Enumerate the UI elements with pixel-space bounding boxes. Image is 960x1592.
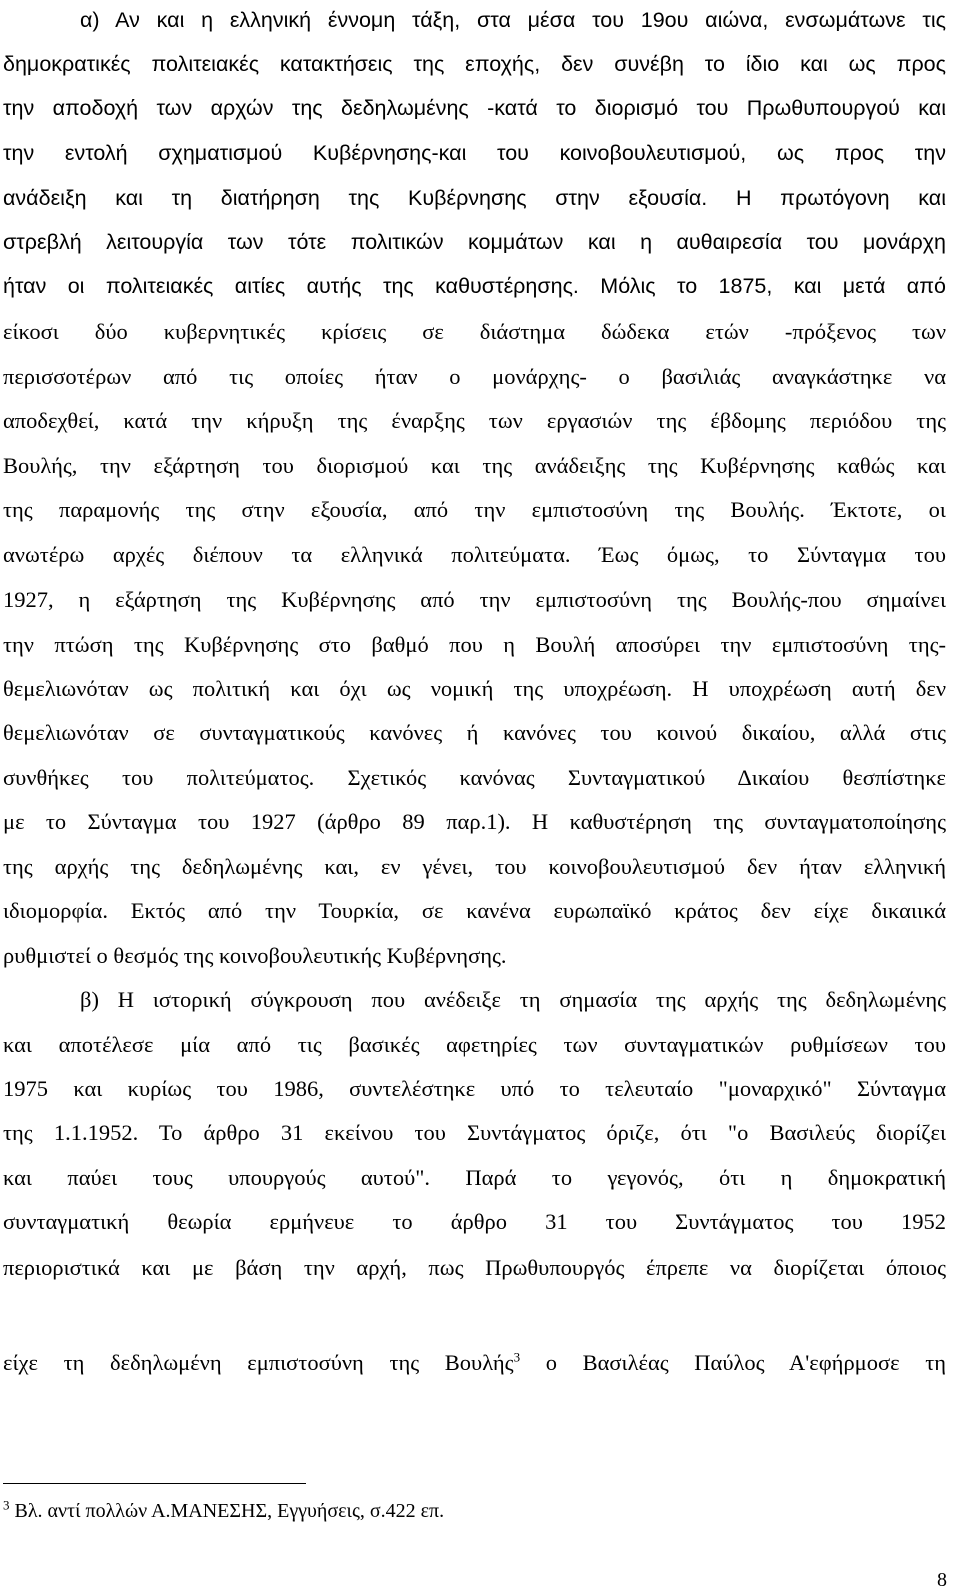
text-line: 1927, η εξάρτηση της Κυβέρνησης από την εμπιστοσύνη της Βουλής-που σημαίνει [3, 587, 946, 612]
text-line: της αρχής της δεδηλωμένης και, εν γένει, του κοινοβουλευτισμού δεν ήταν ελληνική [3, 854, 946, 879]
text-line: περιοριστικά και με βάση την αρχή, πως Πρωθυπουργός έπρεπε να διορίζεται όποιος [3, 1255, 946, 1280]
text-line-last [3, 1349, 947, 1375]
text-line: α) Αν και η ελληνική έννομη τάξη, στα μέσα του 19ου αιώνα, ενσωμάτωνε τις [80, 8, 946, 32]
text-line: συνταγματική θεωρία ερμήνευε το άρθρο 31 του Συντάγματος του 1952 [3, 1209, 946, 1234]
footnote-divider [3, 1483, 306, 1484]
footnote-reference[interactable]: 3 [513, 1349, 521, 1365]
footnote-mark: 3 [3, 1497, 10, 1513]
text-line: β) Η ιστορική σύγκρουση που ανέδειξε τη σημασία της αρχής της δεδηλωμένης [80, 987, 946, 1012]
text-line: συνθήκες του πολιτεύματος. Σχετικός κανόνας Συνταγματικού Δικαίου θεσπίστηκε [3, 765, 946, 790]
text-line: 1975 και κυρίως του 1986, συντελέστηκε υπό το τελευταίο "μοναρχικό" Σύνταγμα [3, 1076, 946, 1101]
page-number: 8 [937, 1569, 947, 1591]
text-line: θεμελιωνόταν σε συνταγματικούς κανόνες ή κανόνες του κοινού δικαίου, αλλά στις [3, 720, 946, 745]
text-line: ήταν οι πολιτειακές αιτίες αυτής της καθυστέρησης. Μόλις το 1875, και μετά από [3, 274, 946, 298]
text-line: την αποδοχή των αρχών της δεδηλωμένης -κατά το διορισμό του Πρωθυπουργού και [3, 96, 946, 120]
text-line: στρεβλή λειτουργία των τότε πολιτικών κομμάτων και η αυθαιρεσία του μονάρχη [3, 230, 946, 254]
text-line: την πτώση της Κυβέρνησης στο βαθμό που η Βουλή αποσύρει την εμπιστοσύνη της- [3, 632, 946, 657]
text-line: είκοσι δύο κυβερνητικές κρίσεις σε διάστημα δώδεκα ετών -πρόξενος των [3, 319, 946, 344]
text-line: αποδεχθεί, κατά την κήρυξη της έναρξης των εργασιών της έβδομης περιόδου της [3, 408, 946, 433]
text-line: ανάδειξη και τη διατήρηση της Κυβέρνησης στην εξουσία. Η πρωτόγονη και [3, 186, 946, 210]
text-line: της 1.1.1952. Το άρθρο 31 εκείνου του Συντάγματος όριζε, ότι "ο Βασιλεύς διορίζει [3, 1120, 946, 1145]
text-line: ανωτέρω αρχές διέπουν τα ελληνικά πολιτεύματα. Έως όμως, το Σύνταγμα του [3, 542, 946, 567]
text-line: και αποτέλεσε μία από τις βασικές αφετηρίες των συνταγματικών ρυθμίσεων του [3, 1032, 946, 1057]
text-line: ιδιομορφία. Εκτός από την Τουρκία, σε κανένα ευρωπαϊκό κράτος δεν είχε δικαιικά [3, 898, 946, 923]
text-line: θεμελιωνόταν ως πολιτική και όχι ως νομική της υποχρέωση. Η υποχρέωση αυτή δεν [3, 676, 946, 701]
text-line: και παύει τους υπουργούς αυτού". Παρά το γεγονός, ότι η δημοκρατική [3, 1165, 946, 1190]
text-line: με το Σύνταγμα του 1927 (άρθρο 89 παρ.1). Η καθυστέρηση της συνταγματοποίησης [3, 809, 946, 834]
text-line: την εντολή σχηματισμού Κυβέρνησης-και του κοινοβουλευτισμού, ως προς την [3, 141, 946, 165]
text-line-last-before: είχε τη δεδηλωμένη εμπιστοσύνη της Βουλής [3, 1350, 514, 1375]
text-line: ρυθμιστεί ο θεσμός της κοινοβουλευτικής Κυβέρνησης. [3, 943, 507, 968]
text-line: Βουλής, την εξάρτηση του διορισμού και της ανάδειξης της Κυβέρνησης καθώς και [3, 453, 946, 478]
text-line: δημοκρατικές πολιτειακές κατακτήσεις της εποχής, δεν συνέβη το ίδιο και ως προς [3, 52, 946, 76]
text-line-last-after: ο Βασιλέας Παύλος Α'εφήρμοσε τη [520, 1350, 947, 1375]
footnote [3, 1497, 445, 1523]
footnote-text: Βλ. αντί πολλών Α.ΜΑΝΕΣΗΣ, Εγγυήσεις, σ.422 επ. [9, 1500, 445, 1522]
text-line: περισσοτέρων από τις οποίες ήταν ο μονάρχης- ο βασιλιάς αναγκάστηκε να [3, 364, 946, 389]
text-line: της παραμονής της στην εξουσία, από την εμπιστοσύνη της Βουλής. Έκτοτε, οι [3, 497, 946, 522]
